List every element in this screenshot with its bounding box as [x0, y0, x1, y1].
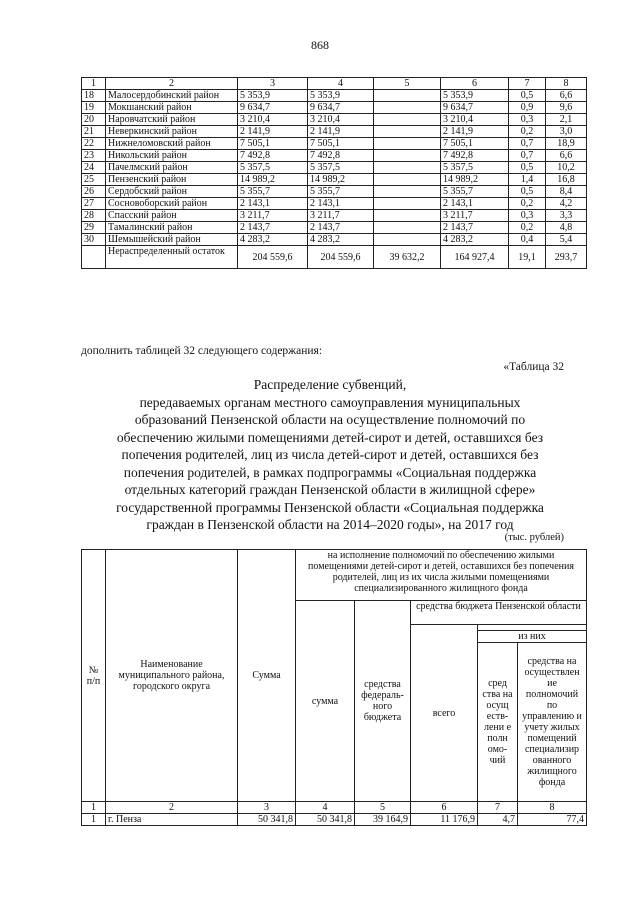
- column-number: 1: [82, 802, 106, 814]
- header-admin: средства на осуществлен ие полномочий по управлению и учету жилых помещений специализир ованного жилищного фонда: [518, 643, 587, 802]
- table-cell: 204 559,6: [308, 246, 374, 269]
- table-cell: [374, 102, 441, 114]
- subvention-table-continued: [81, 77, 587, 269]
- table-cell: 24: [82, 162, 106, 174]
- table-row: [82, 90, 587, 102]
- table-cell: [374, 126, 441, 138]
- table-cell: 5 357,5: [308, 162, 374, 174]
- table-cell: 22: [82, 138, 106, 150]
- table-cell: 29: [82, 222, 106, 234]
- table-cell: [374, 222, 441, 234]
- table-cell: 6,6: [546, 90, 587, 102]
- table-cell: 5 353,9: [441, 90, 509, 102]
- table-cell: Пачелмский район: [106, 162, 238, 174]
- table-row: [82, 114, 587, 126]
- column-number: 5: [374, 78, 441, 90]
- table-cell: [374, 162, 441, 174]
- table-row: [82, 162, 587, 174]
- header-exec: сред ства на осущ еств-лени е полн омо-чий: [478, 643, 518, 802]
- column-number: 3: [238, 802, 296, 814]
- table-cell: 14 989,2: [441, 174, 509, 186]
- table-row: [82, 126, 587, 138]
- table-cell: 27: [82, 198, 106, 210]
- table-cell: [374, 114, 441, 126]
- table-cell: 2 141,9: [441, 126, 509, 138]
- table-cell: 4 283,2: [308, 234, 374, 246]
- table-body: [82, 550, 587, 826]
- table-title: [80, 376, 580, 534]
- title-line: передаваемых органам местного самоуправления муниципальных: [139, 394, 521, 410]
- table-cell: 0,3: [509, 114, 546, 126]
- table-row: [82, 814, 587, 826]
- table-row: [82, 174, 587, 186]
- column-number: 7: [509, 78, 546, 90]
- table-row: [82, 198, 587, 210]
- table-cell: 9 634,7: [441, 102, 509, 114]
- table-cell: 4,8: [546, 222, 587, 234]
- table-cell: Нераспределенный остаток: [106, 246, 238, 269]
- table-cell: 5 355,7: [308, 186, 374, 198]
- table-cell: [82, 246, 106, 269]
- table-cell: 2 143,1: [441, 198, 509, 210]
- table-cell: 3 210,4: [441, 114, 509, 126]
- title-line: образований Пензенской области на осуществление полномочий по: [134, 412, 526, 427]
- table-cell: 14 989,2: [308, 174, 374, 186]
- table-cell: [374, 138, 441, 150]
- table-cell: Нижнеломовский район: [106, 138, 238, 150]
- title-line: попечения родителей, в рамках подпрограммы «Социальная поддержка: [123, 464, 537, 480]
- table-cell: 18: [82, 90, 106, 102]
- table-cell: Спасский район: [106, 210, 238, 222]
- table-cell: 9 634,7: [308, 102, 374, 114]
- page-number: 868: [311, 38, 329, 52]
- subvention-table-32: [81, 549, 587, 826]
- table-cell: 3,0: [546, 126, 587, 138]
- table-cell: 30: [82, 234, 106, 246]
- table-cell: 25: [82, 174, 106, 186]
- table-cell: 19: [82, 102, 106, 114]
- table-cell: 6,6: [546, 150, 587, 162]
- table-cell: 0,7: [509, 138, 546, 150]
- table-body: [82, 78, 587, 269]
- column-number: 8: [546, 78, 587, 90]
- table-cell: Никольский район: [106, 150, 238, 162]
- table-cell: 21: [82, 126, 106, 138]
- table-cell: 1: [82, 814, 106, 826]
- table-cell: 0,7: [509, 150, 546, 162]
- table-cell: 0,3: [509, 210, 546, 222]
- table-cell: 18,9: [546, 138, 587, 150]
- table-cell: 0,5: [509, 90, 546, 102]
- table-cell: 50 341,8: [238, 814, 296, 826]
- header-sub-sum: сумма: [296, 601, 355, 802]
- table-cell: 293,7: [546, 246, 587, 269]
- table-cell: 5 353,9: [238, 90, 308, 102]
- column-number: 1: [82, 78, 106, 90]
- table-cell: Неверкинский район: [106, 126, 238, 138]
- table-row: [82, 186, 587, 198]
- table-cell: [374, 198, 441, 210]
- table-row: [82, 234, 587, 246]
- column-number: 5: [355, 802, 411, 814]
- table-cell: 7 492,8: [441, 150, 509, 162]
- table-cell: 39 632,2: [374, 246, 441, 269]
- table-cell: 50 341,8: [296, 814, 355, 826]
- header-municipality: Наименование муниципального района, городского округа: [106, 550, 238, 802]
- table-cell: 5 355,7: [441, 186, 509, 198]
- title-line: попечения родителей, лиц из числа детей-сирот и детей, оставшихся без: [121, 447, 539, 462]
- table-cell: 164 927,4: [441, 246, 509, 269]
- header-total: всего: [411, 625, 478, 802]
- title-line: государственной программы Пензенской области «Социальная поддержка: [116, 499, 544, 515]
- table-row: [82, 138, 587, 150]
- table-cell: 19,1: [509, 246, 546, 269]
- table-cell: Малосердобинский район: [106, 90, 238, 102]
- column-number: 3: [238, 78, 308, 90]
- table-cell: 28: [82, 210, 106, 222]
- table-cell: 3,3: [546, 210, 587, 222]
- table-cell: 1,4: [509, 174, 546, 186]
- table-cell: 8,4: [546, 186, 587, 198]
- table-cell: [374, 150, 441, 162]
- table-cell: 2,1: [546, 114, 587, 126]
- table-cell: 0,4: [509, 234, 546, 246]
- title-line: обеспечению жилыми помещениями детей-сирот и детей, оставшихся без: [116, 429, 544, 445]
- table-cell: 2 141,9: [308, 126, 374, 138]
- table-cell: 0,9: [509, 102, 546, 114]
- table-cell: 2 143,1: [308, 198, 374, 210]
- table-cell: 2 143,7: [441, 222, 509, 234]
- table-cell: Сердобский район: [106, 186, 238, 198]
- table-cell: Сосновоборский район: [106, 198, 238, 210]
- table-cell: 2 143,7: [238, 222, 308, 234]
- header-row: [82, 550, 587, 601]
- table-cell: 204 559,6: [238, 246, 308, 269]
- table-cell: 10,2: [546, 162, 587, 174]
- table-cell: 26: [82, 186, 106, 198]
- column-number: 2: [106, 78, 238, 90]
- table-cell: [374, 186, 441, 198]
- table-cell: 4,7: [478, 814, 518, 826]
- column-number: 6: [441, 78, 509, 90]
- table-cell: 9,6: [546, 102, 587, 114]
- table-row: [82, 102, 587, 114]
- table-cell: 5 353,9: [308, 90, 374, 102]
- column-number: 2: [106, 802, 238, 814]
- table-row: [82, 222, 587, 234]
- table-cell: [374, 174, 441, 186]
- table-cell: 0,2: [509, 126, 546, 138]
- table-cell: 4 283,2: [238, 234, 308, 246]
- table-cell: Шемышейский район: [106, 234, 238, 246]
- column-number: 7: [478, 802, 518, 814]
- table-cell: [374, 90, 441, 102]
- table-cell: 0,5: [509, 186, 546, 198]
- table-cell: 3 210,4: [238, 114, 308, 126]
- table-cell: 7 492,8: [308, 150, 374, 162]
- table-cell: 77,4: [518, 814, 587, 826]
- table-cell: 7 505,1: [441, 138, 509, 150]
- header-sum: Сумма: [238, 550, 296, 802]
- unit-label: (тыс. рублей): [504, 532, 564, 543]
- table-cell: 9 634,7: [238, 102, 308, 114]
- title-line: граждан в Пензенской области на 2014–2020 годы», на 2017 год: [146, 517, 514, 532]
- table-cell: 5 355,7: [238, 186, 308, 198]
- table-cell: 23: [82, 150, 106, 162]
- column-number: 8: [518, 802, 587, 814]
- header-regional: средства бюджета Пензенской области: [411, 601, 587, 625]
- column-number-row: [82, 802, 587, 814]
- table-cell: Мокшанский район: [106, 102, 238, 114]
- table-cell: 39 164,9: [355, 814, 411, 826]
- table-cell: Пензенский район: [106, 174, 238, 186]
- header-federal: средства федераль-ного бюджета: [355, 601, 411, 802]
- header-of-them: из них: [478, 631, 587, 643]
- table-cell: 2 143,7: [308, 222, 374, 234]
- table-row-residual: [82, 246, 587, 269]
- table-cell: 7 505,1: [238, 138, 308, 150]
- table-cell: 3 211,7: [441, 210, 509, 222]
- table-cell: 3 210,4: [308, 114, 374, 126]
- table-reference: «Таблица 32: [503, 361, 564, 373]
- header-number: № п/п: [82, 550, 106, 802]
- table-cell: 5 357,5: [238, 162, 308, 174]
- table-cell: [374, 210, 441, 222]
- table-cell: 4,2: [546, 198, 587, 210]
- column-number: 6: [411, 802, 478, 814]
- table-cell: 5,4: [546, 234, 587, 246]
- table-cell: 0,2: [509, 198, 546, 210]
- table-cell: 4 283,2: [441, 234, 509, 246]
- title-line: Распределение субвенций,: [253, 377, 407, 392]
- table-cell: 16,8: [546, 174, 587, 186]
- table-cell: 14 989,2: [238, 174, 308, 186]
- table-cell: Тамалинский район: [106, 222, 238, 234]
- table-cell: 0,5: [509, 162, 546, 174]
- table-cell: 7 505,1: [308, 138, 374, 150]
- column-number: 4: [296, 802, 355, 814]
- table-cell: 20: [82, 114, 106, 126]
- column-number-row: [82, 78, 587, 90]
- table-cell: 3 211,7: [238, 210, 308, 222]
- table-cell: 2 143,1: [238, 198, 308, 210]
- table-cell: 11 176,9: [411, 814, 478, 826]
- table-row: [82, 150, 587, 162]
- table-cell: 3 211,7: [308, 210, 374, 222]
- table-cell: 5 357,5: [441, 162, 509, 174]
- column-number: 4: [308, 78, 374, 90]
- table-cell: г. Пенза: [106, 814, 238, 826]
- table-cell: 2 141,9: [238, 126, 308, 138]
- header-powers: на исполнение полномочий по обеспечению жилыми помещениями детей-сирот и детей, оставшихся без попечения родителей, лиц из их числа жилыми помещениями специализированного жилищного фонда: [296, 550, 587, 601]
- title-line: отдельных категорий граждан Пензенской области в жилищной сфере»: [124, 482, 536, 497]
- table-cell: 7 492,8: [238, 150, 308, 162]
- table-cell: Наровчатский район: [106, 114, 238, 126]
- amendment-text: дополнить таблицей 32 следующего содержания:: [81, 345, 323, 357]
- table-row: [82, 210, 587, 222]
- table-cell: 0,2: [509, 222, 546, 234]
- table-cell: [374, 234, 441, 246]
